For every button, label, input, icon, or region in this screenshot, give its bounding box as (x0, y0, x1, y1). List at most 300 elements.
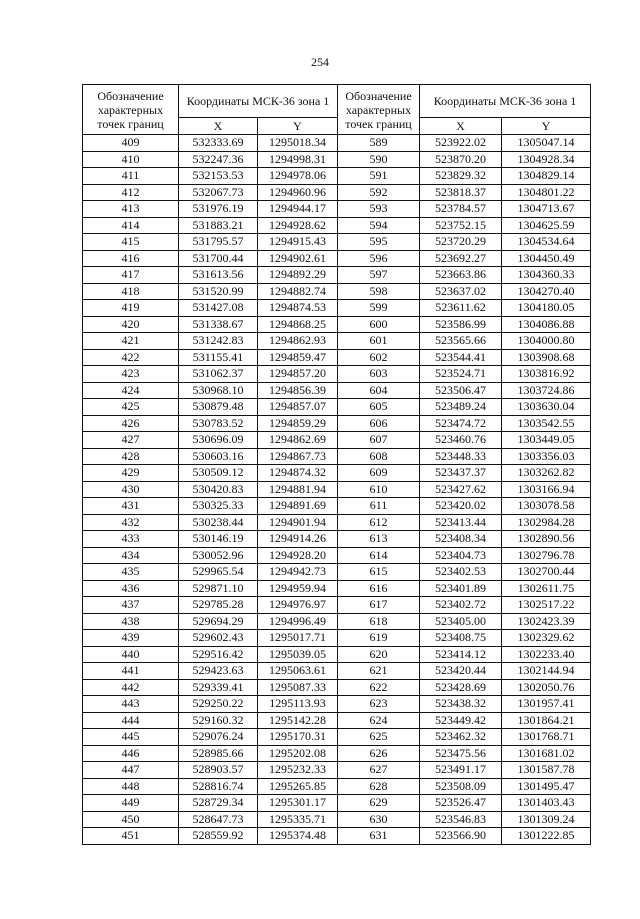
cell-point-id-left: 413 (83, 201, 179, 218)
x-header-left: X (179, 118, 258, 135)
table-row (83, 663, 591, 680)
cell-point-id-left: 443 (83, 696, 179, 713)
cell-point-id-left: 423 (83, 366, 179, 383)
table-row (83, 217, 591, 234)
cell-y-left: 1295335.71 (258, 811, 338, 828)
cell-x-left: 530509.12 (179, 465, 258, 482)
x-header-right: X (420, 118, 502, 135)
cell-y-left: 1294914.26 (258, 531, 338, 548)
point-label-header-left: Обозначение характерных точек границ (83, 85, 179, 135)
cell-x-right: 523438.32 (420, 696, 502, 713)
cell-y-left: 1294915.43 (258, 234, 338, 251)
cell-x-left: 529694.29 (179, 613, 258, 630)
cell-point-id-left: 436 (83, 580, 179, 597)
cell-y-left: 1294859.47 (258, 349, 338, 366)
cell-point-id-right: 589 (338, 135, 420, 152)
cell-x-left: 529250.22 (179, 696, 258, 713)
table-row (83, 696, 591, 713)
cell-point-id-left: 442 (83, 679, 179, 696)
cell-x-right: 523720.29 (420, 234, 502, 251)
cell-point-id-left: 434 (83, 547, 179, 564)
cell-y-right: 1302517.22 (502, 597, 591, 614)
cell-y-right: 1304360.33 (502, 267, 591, 284)
cell-y-right: 1304450.49 (502, 250, 591, 267)
cell-x-right: 523663.86 (420, 267, 502, 284)
cell-point-id-right: 615 (338, 564, 420, 581)
y-header-right: Y (502, 118, 591, 135)
cell-x-right: 523462.32 (420, 729, 502, 746)
cell-x-right: 523428.69 (420, 679, 502, 696)
cell-point-id-right: 630 (338, 811, 420, 828)
cell-x-right: 523475.56 (420, 745, 502, 762)
table-row (83, 531, 591, 548)
cell-x-left: 531155.41 (179, 349, 258, 366)
cell-point-id-right: 628 (338, 778, 420, 795)
cell-point-id-left: 415 (83, 234, 179, 251)
cell-point-id-right: 625 (338, 729, 420, 746)
cell-x-left: 530968.10 (179, 382, 258, 399)
cell-point-id-right: 610 (338, 481, 420, 498)
cell-y-left: 1295039.05 (258, 646, 338, 663)
cell-x-left: 530052.96 (179, 547, 258, 564)
cell-y-left: 1295374.48 (258, 828, 338, 845)
table-row (83, 283, 591, 300)
cell-point-id-right: 601 (338, 333, 420, 350)
cell-point-id-left: 428 (83, 448, 179, 465)
cell-y-left: 1295087.33 (258, 679, 338, 696)
cell-point-id-left: 429 (83, 465, 179, 482)
table-row (83, 234, 591, 251)
cell-point-id-right: 598 (338, 283, 420, 300)
cell-y-left: 1294859.29 (258, 415, 338, 432)
cell-x-right: 523508.09 (420, 778, 502, 795)
table-row (83, 547, 591, 564)
cell-y-left: 1294868.25 (258, 316, 338, 333)
cell-point-id-left: 451 (83, 828, 179, 845)
cell-x-right: 523526.47 (420, 795, 502, 812)
cell-y-right: 1303908.68 (502, 349, 591, 366)
cell-x-left: 532067.73 (179, 184, 258, 201)
table-row (83, 795, 591, 812)
cell-point-id-left: 416 (83, 250, 179, 267)
cell-x-left: 531700.44 (179, 250, 258, 267)
cell-point-id-left: 420 (83, 316, 179, 333)
cell-x-right: 523611.62 (420, 300, 502, 317)
cell-y-left: 1295301.17 (258, 795, 338, 812)
cell-point-id-left: 435 (83, 564, 179, 581)
cell-y-right: 1304928.34 (502, 151, 591, 168)
cell-y-left: 1295018.34 (258, 135, 338, 152)
cell-point-id-left: 437 (83, 597, 179, 614)
cell-point-id-left: 431 (83, 498, 179, 515)
cell-point-id-right: 611 (338, 498, 420, 515)
table-row (83, 382, 591, 399)
cell-point-id-left: 438 (83, 613, 179, 630)
cell-y-right: 1302423.39 (502, 613, 591, 630)
cell-y-right: 1302144.94 (502, 663, 591, 680)
cell-y-left: 1294882.74 (258, 283, 338, 300)
cell-point-id-left: 432 (83, 514, 179, 531)
table-row (83, 729, 591, 746)
cell-y-right: 1301681.02 (502, 745, 591, 762)
cell-x-left: 532153.53 (179, 168, 258, 185)
cell-x-right: 523408.75 (420, 630, 502, 647)
cell-x-left: 530696.09 (179, 432, 258, 449)
table-row (83, 762, 591, 779)
cell-point-id-left: 444 (83, 712, 179, 729)
cell-x-right: 523402.72 (420, 597, 502, 614)
cell-y-right: 1304534.64 (502, 234, 591, 251)
cell-x-right: 523460.76 (420, 432, 502, 449)
cell-x-right: 523405.00 (420, 613, 502, 630)
cell-point-id-right: 626 (338, 745, 420, 762)
cell-x-right: 523491.17 (420, 762, 502, 779)
cell-point-id-left: 447 (83, 762, 179, 779)
cell-x-left: 531242.83 (179, 333, 258, 350)
cell-x-left: 531427.08 (179, 300, 258, 317)
table-row (83, 828, 591, 845)
cell-point-id-right: 591 (338, 168, 420, 185)
cell-y-left: 1294976.97 (258, 597, 338, 614)
cell-y-right: 1302700.44 (502, 564, 591, 581)
cell-point-id-right: 595 (338, 234, 420, 251)
cell-y-left: 1294998.31 (258, 151, 338, 168)
table-row (83, 168, 591, 185)
cell-y-left: 1295265.85 (258, 778, 338, 795)
cell-y-left: 1294862.93 (258, 333, 338, 350)
cell-x-left: 528816.74 (179, 778, 258, 795)
cell-y-right: 1301403.43 (502, 795, 591, 812)
cell-point-id-left: 425 (83, 399, 179, 416)
cell-point-id-right: 617 (338, 597, 420, 614)
cell-y-right: 1302329.62 (502, 630, 591, 647)
cell-y-left: 1294959.94 (258, 580, 338, 597)
cell-x-right: 523420.02 (420, 498, 502, 515)
cell-y-right: 1304829.14 (502, 168, 591, 185)
cell-x-right: 523506.47 (420, 382, 502, 399)
cell-x-left: 530420.83 (179, 481, 258, 498)
cell-y-right: 1303078.58 (502, 498, 591, 515)
cell-y-right: 1302611.75 (502, 580, 591, 597)
cell-x-left: 529339.41 (179, 679, 258, 696)
cell-point-id-right: 590 (338, 151, 420, 168)
cell-y-left: 1294891.69 (258, 498, 338, 515)
cell-point-id-left: 433 (83, 531, 179, 548)
cell-x-right: 523922.02 (420, 135, 502, 152)
cell-x-right: 523408.34 (420, 531, 502, 548)
cell-y-left: 1294856.39 (258, 382, 338, 399)
cell-x-left: 531062.37 (179, 366, 258, 383)
cell-x-right: 523870.20 (420, 151, 502, 168)
table-row (83, 564, 591, 581)
cell-x-left: 528559.92 (179, 828, 258, 845)
cell-x-right: 523427.62 (420, 481, 502, 498)
cell-point-id-left: 424 (83, 382, 179, 399)
cell-y-right: 1304086.88 (502, 316, 591, 333)
cell-y-right: 1301957.41 (502, 696, 591, 713)
table-row (83, 712, 591, 729)
cell-x-right: 523437.37 (420, 465, 502, 482)
table-row (83, 366, 591, 383)
cell-y-left: 1295202.08 (258, 745, 338, 762)
cell-y-right: 1303449.05 (502, 432, 591, 449)
cell-y-right: 1303262.82 (502, 465, 591, 482)
cell-y-right: 1303166.94 (502, 481, 591, 498)
cell-y-right: 1303816.92 (502, 366, 591, 383)
cell-y-right: 1303356.03 (502, 448, 591, 465)
cell-point-id-left: 448 (83, 778, 179, 795)
cell-x-right: 523401.89 (420, 580, 502, 597)
table-row (83, 250, 591, 267)
coordinates-table (82, 84, 591, 845)
cell-point-id-right: 631 (338, 828, 420, 845)
cell-x-right: 523524.71 (420, 366, 502, 383)
cell-y-right: 1304270.40 (502, 283, 591, 300)
cell-point-id-right: 608 (338, 448, 420, 465)
cell-point-id-left: 419 (83, 300, 179, 317)
cell-x-right: 523637.02 (420, 283, 502, 300)
table-row (83, 135, 591, 152)
cell-point-id-right: 614 (338, 547, 420, 564)
table-row (83, 415, 591, 432)
cell-point-id-right: 596 (338, 250, 420, 267)
cell-y-right: 1304801.22 (502, 184, 591, 201)
cell-x-right: 523449.42 (420, 712, 502, 729)
cell-point-id-right: 606 (338, 415, 420, 432)
cell-point-id-left: 445 (83, 729, 179, 746)
cell-y-left: 1295017.71 (258, 630, 338, 647)
cell-point-id-left: 414 (83, 217, 179, 234)
table-row (83, 811, 591, 828)
table-row (83, 184, 591, 201)
cell-point-id-left: 409 (83, 135, 179, 152)
cell-x-left: 532333.69 (179, 135, 258, 152)
cell-y-right: 1305047.14 (502, 135, 591, 152)
cell-x-right: 523404.73 (420, 547, 502, 564)
cell-x-left: 532247.36 (179, 151, 258, 168)
cell-x-right: 523402.53 (420, 564, 502, 581)
cell-y-left: 1294881.94 (258, 481, 338, 498)
cell-x-right: 523474.72 (420, 415, 502, 432)
cell-point-id-right: 602 (338, 349, 420, 366)
cell-y-right: 1303542.55 (502, 415, 591, 432)
cell-x-right: 523544.41 (420, 349, 502, 366)
cell-y-right: 1302796.78 (502, 547, 591, 564)
table-row (83, 201, 591, 218)
cell-point-id-left: 422 (83, 349, 179, 366)
cell-y-left: 1294944.17 (258, 201, 338, 218)
cell-y-left: 1295113.93 (258, 696, 338, 713)
cell-point-id-right: 624 (338, 712, 420, 729)
cell-point-id-right: 609 (338, 465, 420, 482)
table-row (83, 514, 591, 531)
cell-point-id-right: 622 (338, 679, 420, 696)
cell-x-left: 531883.21 (179, 217, 258, 234)
cell-point-id-left: 421 (83, 333, 179, 350)
cell-y-left: 1295142.28 (258, 712, 338, 729)
table-row (83, 300, 591, 317)
cell-y-right: 1301587.78 (502, 762, 591, 779)
cell-x-left: 529871.10 (179, 580, 258, 597)
cell-point-id-left: 410 (83, 151, 179, 168)
cell-point-id-right: 618 (338, 613, 420, 630)
table-body (83, 135, 591, 845)
cell-point-id-left: 411 (83, 168, 179, 185)
table-row (83, 646, 591, 663)
cell-y-right: 1304625.59 (502, 217, 591, 234)
cell-point-id-left: 427 (83, 432, 179, 449)
cell-point-id-left: 441 (83, 663, 179, 680)
cell-y-right: 1304180.05 (502, 300, 591, 317)
cell-x-left: 529785.28 (179, 597, 258, 614)
table-row (83, 333, 591, 350)
cell-point-id-right: 604 (338, 382, 420, 399)
cell-point-id-right: 612 (338, 514, 420, 531)
cell-x-left: 531976.19 (179, 201, 258, 218)
cell-x-right: 523414.12 (420, 646, 502, 663)
cell-y-left: 1294978.06 (258, 168, 338, 185)
cell-x-right: 523566.90 (420, 828, 502, 845)
cell-point-id-right: 592 (338, 184, 420, 201)
cell-point-id-right: 613 (338, 531, 420, 548)
cell-y-left: 1294996.49 (258, 613, 338, 630)
cell-x-right: 523448.33 (420, 448, 502, 465)
cell-x-right: 523546.83 (420, 811, 502, 828)
cell-x-left: 531795.57 (179, 234, 258, 251)
cell-point-id-right: 627 (338, 762, 420, 779)
cell-point-id-left: 418 (83, 283, 179, 300)
table-row (83, 778, 591, 795)
cell-y-left: 1294874.32 (258, 465, 338, 482)
cell-point-id-left: 439 (83, 630, 179, 647)
cell-y-left: 1294960.96 (258, 184, 338, 201)
point-label-header-right: Обозначение характерных точек границ (338, 85, 420, 135)
table-row (83, 399, 591, 416)
cell-point-id-left: 440 (83, 646, 179, 663)
cell-x-left: 528985.66 (179, 745, 258, 762)
cell-point-id-right: 600 (338, 316, 420, 333)
cell-y-right: 1304713.67 (502, 201, 591, 218)
cell-y-right: 1304000.80 (502, 333, 591, 350)
coord-group-header-left: Координаты МСК-36 зона 1 (179, 85, 338, 118)
table-row (83, 580, 591, 597)
cell-x-left: 530325.33 (179, 498, 258, 515)
cell-y-right: 1302984.28 (502, 514, 591, 531)
cell-y-right: 1302233.40 (502, 646, 591, 663)
cell-point-id-right: 623 (338, 696, 420, 713)
cell-x-left: 531613.56 (179, 267, 258, 284)
cell-y-left: 1294928.62 (258, 217, 338, 234)
cell-y-right: 1301864.21 (502, 712, 591, 729)
cell-x-left: 528729.34 (179, 795, 258, 812)
y-header-left: Y (258, 118, 338, 135)
cell-x-left: 529516.42 (179, 646, 258, 663)
cell-point-id-right: 621 (338, 663, 420, 680)
cell-point-id-right: 619 (338, 630, 420, 647)
cell-point-id-right: 599 (338, 300, 420, 317)
cell-point-id-left: 446 (83, 745, 179, 762)
cell-y-left: 1295063.61 (258, 663, 338, 680)
cell-point-id-left: 412 (83, 184, 179, 201)
cell-y-right: 1301309.24 (502, 811, 591, 828)
cell-point-id-left: 426 (83, 415, 179, 432)
cell-x-right: 523829.32 (420, 168, 502, 185)
cell-point-id-left: 450 (83, 811, 179, 828)
cell-x-left: 530146.19 (179, 531, 258, 548)
cell-x-left: 528903.57 (179, 762, 258, 779)
cell-x-left: 529076.24 (179, 729, 258, 746)
cell-y-left: 1294857.20 (258, 366, 338, 383)
cell-y-left: 1294867.73 (258, 448, 338, 465)
cell-y-left: 1294928.20 (258, 547, 338, 564)
cell-x-left: 529160.32 (179, 712, 258, 729)
cell-point-id-right: 594 (338, 217, 420, 234)
cell-point-id-left: 417 (83, 267, 179, 284)
cell-y-right: 1302890.56 (502, 531, 591, 548)
page-number: 254 (311, 55, 329, 69)
cell-x-right: 523692.27 (420, 250, 502, 267)
table-row (83, 597, 591, 614)
cell-point-id-right: 629 (338, 795, 420, 812)
cell-y-right: 1302050.76 (502, 679, 591, 696)
cell-x-left: 530603.16 (179, 448, 258, 465)
cell-y-left: 1295232.33 (258, 762, 338, 779)
cell-y-right: 1301768.71 (502, 729, 591, 746)
cell-point-id-right: 607 (338, 432, 420, 449)
table-row (83, 679, 591, 696)
cell-x-right: 523586.99 (420, 316, 502, 333)
cell-y-left: 1294874.53 (258, 300, 338, 317)
cell-x-right: 523818.37 (420, 184, 502, 201)
cell-y-left: 1294902.61 (258, 250, 338, 267)
cell-x-right: 523420.44 (420, 663, 502, 680)
cell-y-left: 1294857.07 (258, 399, 338, 416)
cell-x-left: 531520.99 (179, 283, 258, 300)
table-row (83, 316, 591, 333)
cell-x-left: 531338.67 (179, 316, 258, 333)
cell-y-left: 1294942.73 (258, 564, 338, 581)
table-row (83, 349, 591, 366)
cell-point-id-left: 449 (83, 795, 179, 812)
table-row (83, 745, 591, 762)
table-row (83, 432, 591, 449)
table-row (83, 481, 591, 498)
cell-point-id-right: 603 (338, 366, 420, 383)
cell-x-right: 523784.57 (420, 201, 502, 218)
table-row (83, 465, 591, 482)
cell-point-id-right: 605 (338, 399, 420, 416)
coord-group-header-right: Координаты МСК-36 зона 1 (420, 85, 591, 118)
table-row (83, 151, 591, 168)
cell-x-left: 529965.54 (179, 564, 258, 581)
cell-y-left: 1295170.31 (258, 729, 338, 746)
table-row (83, 613, 591, 630)
cell-point-id-right: 597 (338, 267, 420, 284)
cell-point-id-right: 616 (338, 580, 420, 597)
cell-x-left: 530783.52 (179, 415, 258, 432)
cell-x-left: 530879.48 (179, 399, 258, 416)
cell-point-id-left: 430 (83, 481, 179, 498)
cell-x-right: 523565.66 (420, 333, 502, 350)
cell-point-id-right: 593 (338, 201, 420, 218)
cell-point-id-right: 620 (338, 646, 420, 663)
table-row (83, 448, 591, 465)
cell-x-left: 529602.43 (179, 630, 258, 647)
cell-y-right: 1301495.47 (502, 778, 591, 795)
cell-y-left: 1294901.94 (258, 514, 338, 531)
cell-x-right: 523752.15 (420, 217, 502, 234)
cell-x-right: 523413.44 (420, 514, 502, 531)
